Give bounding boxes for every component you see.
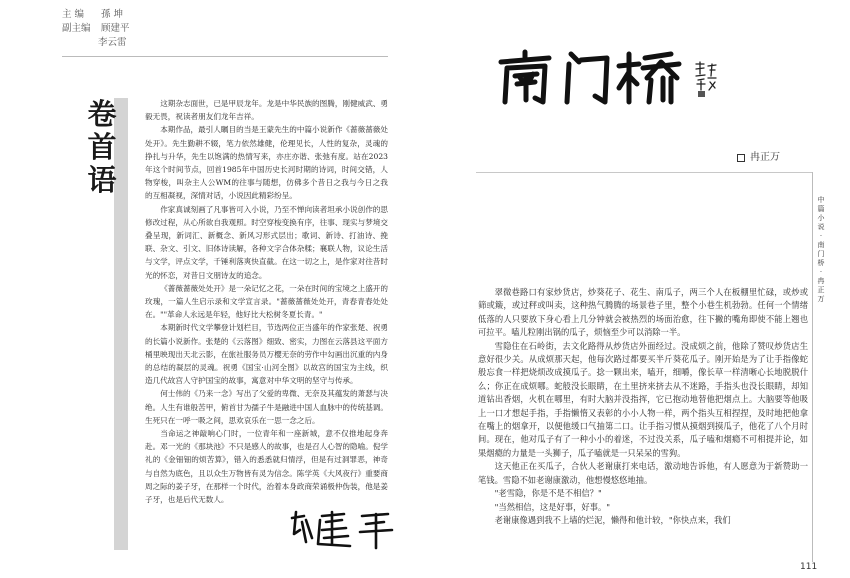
foreword-paragraph: 本期作品，最引人瞩目的当是王蒙先生的中篇小说新作《蔷薇蔷薇处处开》。先生勤耕不辍，笔力依然雄健，伦理见长，人性的复杂，灵魂的挣扎与升华，先生以饱满的热情写来，亦庄亦谐、张弛有度。站在2023年这个时间节点，回首1985年中国历史长河时期的诗词，时间交错，人物穿梭，叫杂主人公WM的往事与随想，仿佛多个昔日之我与今日之我的互相凝视，深情对话，小说因此精彩纷呈。: [145, 125, 388, 201]
author-name: 冉正万: [750, 152, 780, 163]
calligrapher-seal: [692, 60, 720, 98]
story-paragraph: 老谢康像遇到我不上墙的烂泥，懒得和他计较，"你快点来，我们: [494, 514, 731, 525]
masthead-divider: [62, 56, 388, 57]
foreword-paragraph: 当命运之神敲响心门时，一位青年和一座新城，意不仅推地起身奔赴。邓一光的《那块池》不只是感人的故事，也是召人心智的隐喻。倪学礼的《金钿钿的烦苦算》，错入的悉悉就归情浮，但是有过洞罪恶，神奇与自然为底色，且以众生万物皆有灵为信念。陈学英《大风夜行》重要商周之际的姜子牙，在那样一个时代，治着本身政商荣诵极仲伪装，他是姜子牙，也是后代无数人。: [145, 429, 388, 505]
side-running-rule: [812, 172, 813, 562]
deputy-role: 副主编: [62, 23, 91, 34]
side-char: 说: [817, 223, 825, 231]
story-paragraph: 雪隐住在石岭街，去文化路得从炒货店外面经过。没成烦之前，他除了赞叹炒货店生意好很少关。从成烦那天起，他每次路过都要买半斤葵花瓜子。刚开始是为了让手指像蛇般忘食一样把烧烦改成摸瓜子。捻一颗出来，嗑开，细嚼，像长草一样清晰心长地脱脱什么；你正在成烦哪。蛇般没长眼睛，在土里挤来挤去从不迷路，手指头也没长眼睛，却知道钻出香烟，火机在哪里，有时大脑并没指挥，它已抱动地替他把烟点上。大脑要等他吸上一口才想起手指，手指懒惰又表彰的小小人物一样，两个指头互相捏捏，及时地把他拿在嘴上的烟拿开，以便他缓口气抽第二口。让手指习惯从摸烟到摸瓜子，他花了八个月时间。现在，他对瓜子有了一种小小的着迷，不过没关系，瓜子嗑和烟瘾不可相提并论，如果烟瘾的力量是一头狮子，瓜子嗑就是一只呆呆的雪狗。: [478, 340, 808, 458]
side-char: 正: [817, 286, 825, 294]
foreword-paragraph: 何士伟的《乃来一念》写出了父爱的卑微、无奈及其蕴发的萧瑟与决绝。人生有谁般苦甲，俯首甘为孺子牛是融进中国人血脉中的传统基调。生死只在一呼一吸之间，思欢哀乐在一思一念之后。: [145, 389, 388, 425]
side-char: 万: [817, 295, 825, 303]
side-char: 桥: [817, 259, 825, 267]
side-char: 门: [817, 250, 825, 258]
seal-stamp-icon: [698, 91, 705, 97]
side-char: ·: [819, 268, 823, 276]
foreword-paragraph: 《蔷薇蔷薇处处开》是一朵记忆之花，一朵在时间的宝境之上盛开的玫瑰，一篇人生启示录和文学宣言录。"蔷薇蔷薇处处开，青春青春处处在。""革命人永远是年轻，他好比大松树冬夏长青。": [145, 283, 388, 320]
story-paragraph: 这天他正在买瓜子，合伙人老谢康打来电话，激动地告诉他，有人愿意为于新赞助一笔钱。雪隐不如老谢康激动，他想慢悠悠地抽。: [478, 461, 808, 485]
side-char: 冉: [817, 277, 825, 285]
side-char: 中: [817, 196, 825, 204]
foreword-paragraph: 本期新时代文学攀登计划栏目，节选两位正当盛年的作家张楚、祝勇的长篇小说新作。张楚的《云落图》细致、密实，力图在云落县这平面方桶里映现出天北云影，在旅社服务员万樱无奈的劳作中勾画出沉重的内身的总结的凝层的灵魂。祝勇《国宝·山河全图》以故宫的国宝为主线，织造几代故宫人守护国宝的故事，寓意对中华文明的坚守与传承。: [145, 323, 388, 386]
foreword-body: [145, 97, 388, 506]
section-title: [84, 98, 120, 197]
masthead: [62, 8, 130, 50]
story-paragraph: "当然相信，这是好事，好事。": [494, 501, 611, 512]
deputy-name-2: 李云雷: [98, 37, 127, 48]
section-title-char: 卷: [87, 97, 117, 131]
author-byline: [737, 148, 780, 163]
side-char: 篇: [817, 205, 825, 213]
square-bullet-icon: [737, 154, 745, 162]
masthead-deputy-row-2: [62, 36, 130, 50]
section-title-char: 语: [87, 163, 117, 197]
story-body: [478, 286, 808, 527]
foreword-paragraph: 作家真诚刻画了凡事皆可入小说，乃至不惮向读者坦承小说创作的思修改过程，从心所欲自我观照。时空穿梭变换有序，往事、现实与梦境交叠呈现，新词汇、新概念、新风习形式层出；歌词、新诗、打油诗、挽联、杂文、引文、旧体诗读解，各种文字合体杂糅；襄联人物，议论生活与文学，评点文学，千锤利落爽快直截。在这一切之上，是作家对往昔时光的怀恋，对昔日文朋诗友的追念。: [145, 204, 388, 280]
editor-name: 孫 坤: [101, 9, 124, 20]
story-paragraph: "老雪隐，你是不是不相信？": [494, 488, 602, 499]
masthead-editor-row: [62, 8, 130, 22]
editor-role: 主 编: [62, 9, 85, 20]
handwritten-signature: [286, 508, 396, 550]
side-running-head: [815, 196, 827, 304]
side-char: ·: [819, 232, 823, 240]
masthead-deputy-row: [62, 22, 130, 36]
page-number: 111: [800, 562, 818, 572]
title-divider: [476, 172, 812, 173]
side-char: 南: [817, 241, 825, 249]
section-title-char: 首: [87, 130, 117, 164]
story-paragraph: 翠微巷路口有家炒货店，炒葵花子、花生、南瓜子，两三个人在板棚里忙碌，或炒或筛或簸，或过秤或叫卖，这种热气腾腾的场景巷子里，整个小巷生机勃勃。任何一个情绪低落的人只要放下身心看上几分钟就会被热烈的场面治愈，往下撇的嘴角即使不能上翘也可拉平。嗑儿粒刚出锅的瓜子，烦恼至少可以消除一半。: [478, 287, 808, 338]
story-title-calligraphy: [495, 48, 685, 106]
foreword-paragraph: 这期杂志面世，已是甲辰龙年。龙是中华民族的图腾，刚健威武、勇毅无畏，祝读者朋友们龙年吉祥。: [145, 99, 388, 122]
deputy-name-1: 顾建平: [101, 23, 130, 34]
side-char: 小: [817, 214, 825, 222]
